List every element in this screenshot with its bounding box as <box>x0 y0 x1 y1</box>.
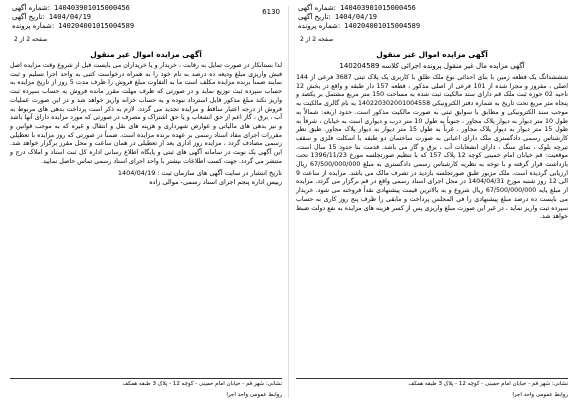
notice-date: 1404/04/19 <box>334 13 378 21</box>
footer-tag: روابط عمومی واحد اجرا <box>512 392 568 398</box>
notice-number-label: شماره آگهی: <box>298 4 337 12</box>
publication-date-line: تاریخ انتشار در سایت آگهی های سازمان ثبت : 1404/04/19 <box>117 169 282 178</box>
document-page-left <box>6 4 286 402</box>
notice-body: لذا بستانکار در صورت تمایل به رقابت ، خریدار و یا خریداران می بایست قبل از شروع وقت مزایده اصل فیش واریزی مبلغ ودیعه ده درصد به نام خود را به همراه درخواست کتبی به واحد اجرا تسلیم و ثبت نمایند ضمناً برنده مزایده مکلف است ما به التفاوت مبلغ فروش را ظرف مدت 5 روز از تاریخ مزایده به حساب سپرده ثبت توزیع نماید و در صورتی که ظرف مهلت مقرر مانده فروش به حساب سپرده ثبت واریز نکند مبلغ مذکور قابل استرداد نبوده و به حساب خزانه واریز خواهد شد و در این صورت عملیات فروش از درجه اعتبار ساقط و مزایده تجدید می گردد. لازم به ذکر است پرداخت بدهی های مربوط به آب ، برق ، گاز اعم از حق انشعاب و یا حق اشتراک و مصرف در صورتی که مورد مزایده دارای آنها باشد و نیز بدهی های مالیاتی و عوارض شهرداری و هزینه های نقل و انتقال و غیره که به موجب قوانین و مقررات اجرای مفاد اسناد رسمی بر عهده برنده مزایده است. ضمناً در صورتی که روز مزایده با تعطیلی رسمی مصادف گردد ، مزایده روز اداری بعد از تعطیلی در همان ساعت و محل مقرر برگزار خواهد شد. این آگهی یک نوبت در سامانه آگهی های ثبتی و پایگاه اطلاع رسانی اداره کل ثبت اسناد و املاک درج و منتشر می گردد. جهت کسب اطلاعات بیشتر با واحد اجرای اسناد رسمی تماس حاصل نمایید. <box>10 62 282 165</box>
office-line: رییس اداره پنجم اجرای اسناد رسمی- موالی زاده <box>149 178 282 187</box>
footer-tag: روابط عمومی واحد اجرا <box>226 392 282 398</box>
footer-address: نشانی: شهر قم - خیابان امام خمینی - کوچه 12 - پلاک 3 طبقه همکف <box>122 381 282 387</box>
notice-date-label: تاریخ آگهی: <box>12 13 45 21</box>
case-number-label: شماره پرونده: <box>298 22 341 30</box>
case-number: 140204001015004589 <box>344 22 421 30</box>
notice-meta <box>298 4 420 31</box>
notice-date: 1404/04/19 <box>48 13 92 21</box>
document-page-right <box>292 4 572 402</box>
page-number: صفحه 2 از 2 <box>300 36 334 43</box>
page-footer <box>10 378 282 388</box>
notice-number-label: شماره آگهی: <box>12 4 51 12</box>
page-divider <box>288 6 289 398</box>
case-number-label: شماره پرونده: <box>12 22 55 30</box>
notice-meta <box>12 4 134 31</box>
page-header <box>296 4 568 48</box>
notice-date-label: تاریخ آگهی: <box>298 13 331 21</box>
page-title: آگهی مزایده اموال غیر منقول <box>90 50 202 59</box>
notice-body: شششدانگ یک قطعه زمین با بنای احداثی نوع ملک طلق با کاربری یک پلاک ثبتی 3687 فرعی از 144 اصلی ، مفروز و مجزا شده از 101 فرعی از اصلی مذکور ، قطعه 157 دار طبقه و واقع در بخش 12 ناحیه 02 حوزه ثبت ملک قم دارای سند مالکیت ثبت شده به مساحت 150 متر مربع مشتمل بر یکصد و پنجاه متر مربع تحت تاریخ به شماره دفتر الکترونیکی 140220302001004558 به نام گالری مالکیت به موجب سند الکترونیکی و مطابق با سوابق ثبتی به صورت مالکیت مذکور است. حدود اربعه: شمالاً به طول 10 متر دیوار به دیوار پلاک مجاور ، جنوباً به طول 10 متر درب و دیواری است به خیابان ، شرقاً به طول 15 متر دیوار به دیوار پلاک مجاور ، غرباً به طول 15 متر دیوار به دیوار پلاک مجاور. طبق نظر کارشناس رسمی دادگستری ملک دارای اعیانی به صورت ساختمان دو طبقه با اسکلت فلزی و سقف تیرچه بلوک ، نمای سنگ ، دارای انشعابات آب ، برق و گاز می باشد. قدمت بنا حدود 15 سال است. موقعیت: قم خیابان امام خمینی کوچه 12 پلاک 157 که با تنظیم صورتجلسه مورخ 1396/11/23 تحت بازداشت قرار گرفته و با توجه به نظریه کارشناس رسمی دادگستری به مبلغ 67/500/000/000 ریال ارزیابی گردیده است. ملک مزبور طبق صورتجلسه بازدید در تصرف مالک می باشد. مزایده از ساعت 9 الی 12 روز شنبه مورخ 1404/04/31 در محل اجرای اسناد رسمی واقع در قم برگزار می گردد. مزایده از مبلغ پایه 67/500/000/000 ریال شروع و به بالاترین قیمت پیشنهادی نقداً فروخته می شود. خریدار می بایست ده درصد مبلغ پیشنهادی را فی المجلس پرداخت و مابقی را ظرف پنج روز کاری به حساب سپرده ثبت واریز نماید ، در غیر این صورت مبلغ واریزی پس از کسر هزینه های مزایده به نفع دولت ضبط خواهد شد. <box>296 74 569 221</box>
page-number: صفحه 2 از 2 <box>14 36 48 43</box>
notice-number: 140403901015000456 <box>54 4 130 12</box>
page-footer <box>296 378 568 388</box>
footer-address: نشانی: شهر قم - خیابان امام خمینی - کوچه 12 - پلاک 3 طبقه همکف <box>408 381 568 387</box>
signature-block <box>10 169 282 187</box>
case-number: 140204001015004589 <box>58 22 135 30</box>
page-title: آگهی مزایده اموال غیر منقول <box>376 50 488 59</box>
page-header <box>10 4 282 48</box>
document-code: 6130 <box>262 8 280 16</box>
notice-number: 140403901015000456 <box>340 4 416 12</box>
page-subtitle: آگهی مزایده مال غیر منقول پرونده اجرائی کلاسه 140204589 <box>339 62 525 70</box>
